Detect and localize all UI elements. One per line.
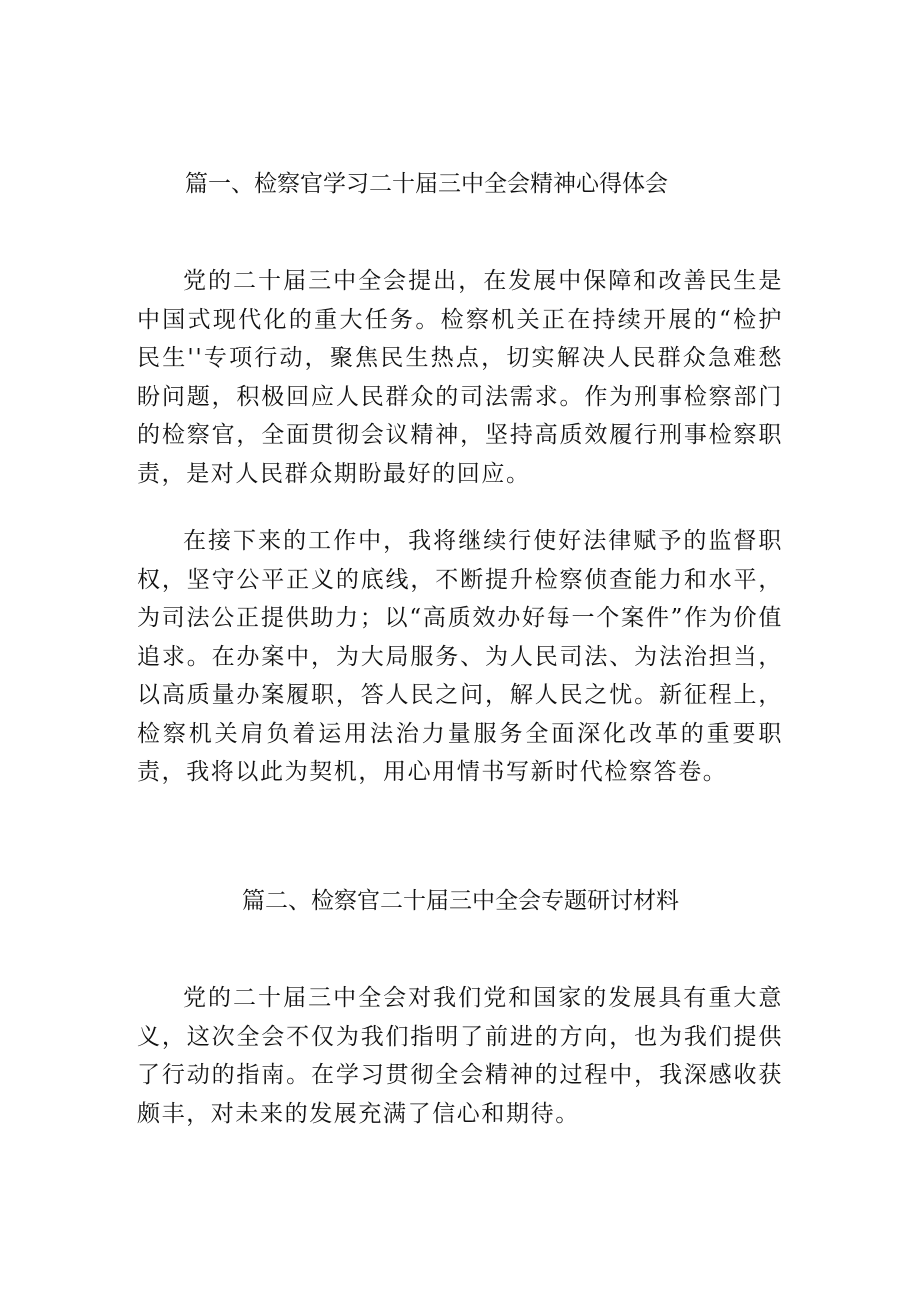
section-1-heading: 篇一、检察官学习二十届三中全会精神心得体会 [185,171,668,197]
section-2-paragraph-1: 党的二十届三中全会对我们党和国家的发展具有重大意义，这次全会不仅为我们指明了前进的方向，也为我们提供了行动的指南。在学习贯彻全会精神的过程中，我深感收获颇丰，对未来的发展充满了信心和期待。 [137,985,783,1127]
section-1-paragraph-1: 党的二十届三中全会提出，在发展中保障和改善民生是中国式现代化的重大任务。检察机关正在持续开展的“检护民生''专项行动，聚焦民生热点，切实解决人民群众急难愁盼问题，积极回应人民群众的司法需求。作为刑事检察部门的检察官，全面贯彻会议精神，坚持高质效履行刑事检察职责，是对人民群众期盼最好的回应。 [137,268,783,487]
section-2-heading: 篇二、检察官二十届三中全会专题研讨材料 [242,888,679,914]
section-1-paragraph-2: 在接下来的工作中，我将继续行使好法律赋予的监督职权，坚守公平正义的底线，不断提升检察侦查能力和水平，为司法公正提供助力；以“高质效办好每一个案件”作为价值追求。在办案中，为大局服务、为人民司法、为法治担当，以高质量办案履职，答人民之问，解人民之忧。新征程上，检察机关肩负着运用法治力量服务全面深化改革的重要职责，我将以此为契机，用心用情书写新时代检察答卷。 [137,528,783,785]
